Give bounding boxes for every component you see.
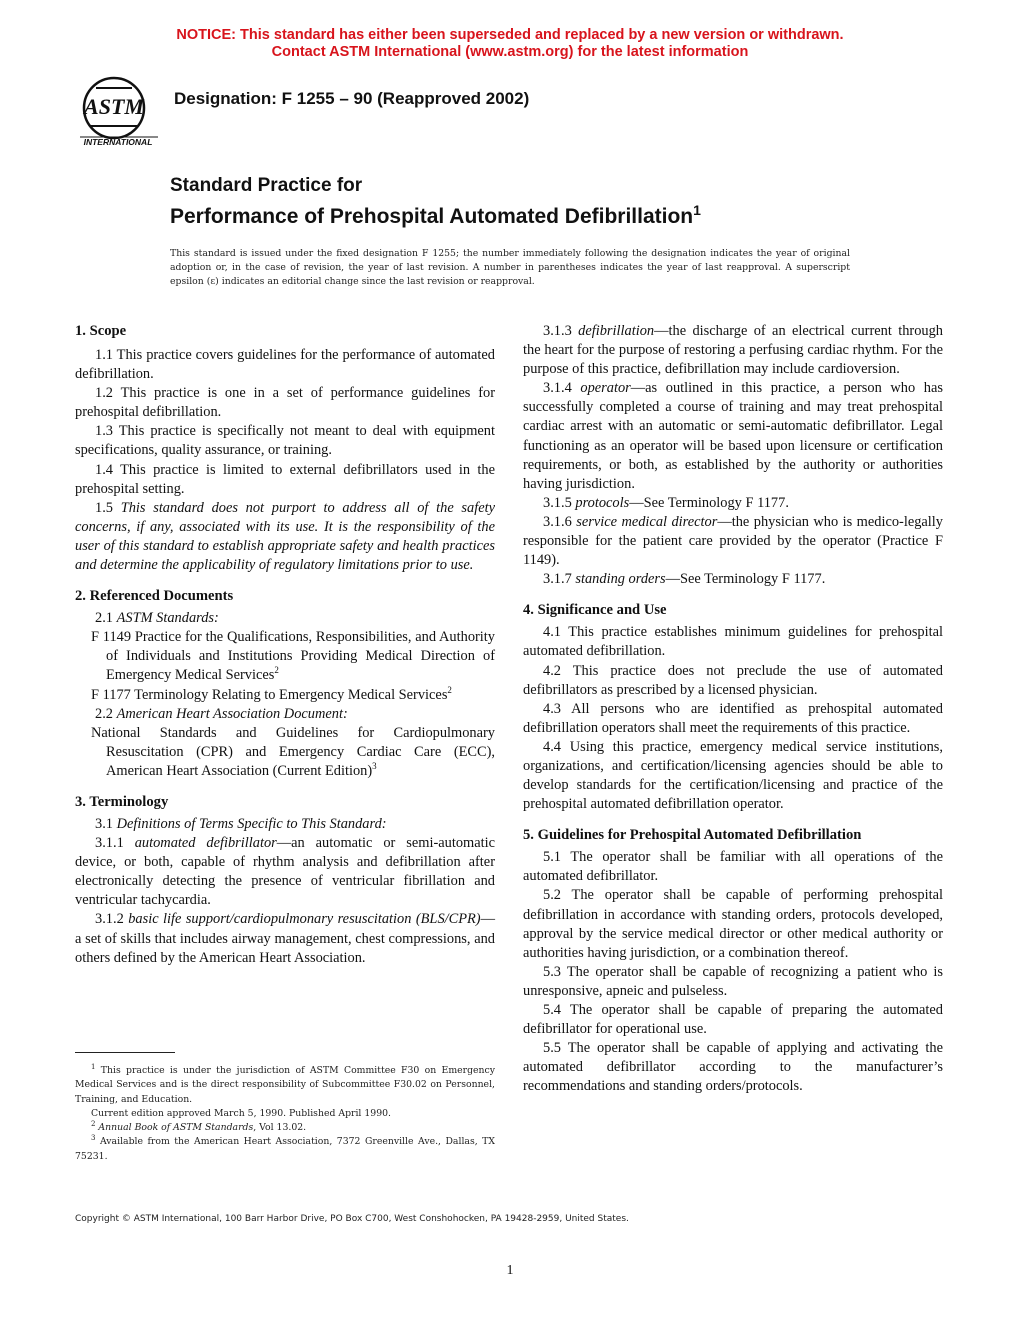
paragraph-5-4: 5.4 The operator shall be capable of preparing the automated defibrillator for operational use. xyxy=(523,1002,943,1038)
supersession-notice xyxy=(0,27,1020,61)
footnote-1 xyxy=(75,1064,495,1107)
def-3-1-1-text: —an automatic or semi-automatic device, or both, capable of rhythm analysis and defibrillation after electronically detecting the presence of ventricular fibrillation and ventricular tachycardia. xyxy=(75,835,495,909)
paragraph-1-4: 1.4 This practice is limited to external defibrillators used in the prehospital setting. xyxy=(75,461,495,497)
footnote-3-marker: 3 xyxy=(91,1134,96,1143)
paragraph-4-2: 4.2 This practice does not preclude the use of automated defibrillators as prescribed by a licensed physician. xyxy=(523,662,943,698)
title-line-1: Standard Practice for xyxy=(170,175,363,196)
copyright-line: Copyright © ASTM International, 100 Barr Harbor Drive, PO Box C700, West Conshohocken, PA 19428-2959, United States. xyxy=(75,1214,629,1224)
paragraph-5-2: 5.2 The operator shall be capable of performing prehospital defibrillation in accordance with standing orders, protocols developed, approval by the service medical director or other medical authority or authorities having jurisdiction, or a combination thereof. xyxy=(523,887,943,961)
astm-logo xyxy=(76,76,160,148)
title-footnote-ref: 1 xyxy=(693,202,701,218)
paragraph-4-3: 4.3 All persons who are identified as prehospital automated defibrillation operators shall meet the requirements of this practice. xyxy=(523,700,943,736)
paragraph-5-5: 5.5 The operator shall be capable of applying and activating the automated defibrillator according to the manufacturer’s recommendations and standing orders/protocols. xyxy=(523,1040,943,1095)
def-3-1-5-text: —See Terminology F 1177. xyxy=(629,494,789,511)
def-3-1-3-text: —the discharge of an electrical current through the heart for the purpose of restoring a perfusing cardiac rhythm. For the purpose of this practice, defibrillation may include cardioversion. xyxy=(523,323,943,378)
def-3-1-3-number: 3.1.3 xyxy=(543,323,579,339)
definitions-label xyxy=(75,815,495,834)
page-number: 1 xyxy=(506,1263,514,1278)
def-3-1-1-term: automated defibrillator xyxy=(134,835,277,852)
paragraph-4-1: 4.1 This practice establishes minimum guidelines for prehospital automated defibrillation. xyxy=(523,624,943,660)
def-3-1-4-text: —as outlined in this practice, a person who has successfully completed a course of training and may treat prehospital cardiac arrest with an automatic or semi-automatic defibrillator. Legal functioning as an operator will be based upon licensure or certification requirements, or both, as established by the authority or authorities having jurisdiction. xyxy=(523,380,943,492)
definition-3-1-7 xyxy=(523,570,943,589)
logo-text: ASTM xyxy=(84,94,144,119)
definition-3-1-2 xyxy=(75,910,495,967)
def-3-1-6-term: service medical director xyxy=(576,513,718,530)
astm-standards-label xyxy=(75,609,495,628)
def-3-1-5-term: protocols xyxy=(575,494,630,511)
reference-national-standards xyxy=(75,724,495,781)
paragraph-1-1: 1.1 This practice covers guidelines for the performance of automated defibrillation. xyxy=(75,347,495,383)
footnote-1b: Current edition approved March 5, 1990. Published April 1990. xyxy=(91,1107,391,1119)
paragraph-1-5-number: 1.5 xyxy=(95,499,121,516)
ref-2-1-label: ASTM Standards: xyxy=(116,610,219,627)
footnotes xyxy=(75,1064,495,1164)
footnote-2 xyxy=(75,1121,495,1135)
notice-line-1: NOTICE: This standard has either been superseded and replaced by a new version or withdrawn. xyxy=(176,27,844,43)
paragraph-4-4: 4.4 Using this practice, emergency medical service institutions, organizations, and certification/licensing agencies should be able to develop standards for the certification/licensing and practice of the prehospital automated defibrillation operator. xyxy=(523,738,943,813)
issuance-note: This standard is issued under the fixed designation F 1255; the number immediately following the designation indicates the year of original adoption or, in the case of revision, the year of last revision. A number in parentheses indicates the year of last reapproval. A superscript epsilon (ε) indicates an editorial change since the last revision or reapproval. xyxy=(170,248,850,287)
paragraph-1-5 xyxy=(75,499,495,575)
def-3-1-7-term: standing orders xyxy=(575,571,666,588)
reference-f1149-footnote: 2 xyxy=(274,665,279,676)
footnote-2-text: , Vol 13.02. xyxy=(253,1122,307,1134)
paragraph-5-1: 5.1 The operator shall be familiar with all operations of the automated defibrillator. xyxy=(523,849,943,885)
def-3-1-number: 3.1 xyxy=(95,815,117,832)
ref-2-1-number: 2.1 xyxy=(95,610,117,627)
aha-document-label xyxy=(75,705,495,724)
definition-3-1-3 xyxy=(523,322,943,379)
reference-f1149 xyxy=(75,628,495,685)
definition-3-1-5 xyxy=(523,494,943,513)
definition-3-1-4 xyxy=(523,379,943,494)
ref-2-2-label: American Heart Association Document: xyxy=(116,705,348,722)
logo-subtext: INTERNATIONAL xyxy=(83,137,153,147)
footnote-1-marker: 1 xyxy=(91,1062,96,1071)
definition-3-1-1 xyxy=(75,834,495,910)
def-3-1-7-number: 3.1.7 xyxy=(543,571,576,588)
def-3-1-2-number: 3.1.2 xyxy=(95,911,129,928)
def-3-1-1-number: 3.1.1 xyxy=(95,835,135,852)
footnote-divider xyxy=(75,1052,175,1053)
reference-f1149-text: F 1149 Practice for the Qualifications, Responsibilities, and Authority of Individuals and Institutions Providing Medical Direction of Emergency Medical Services xyxy=(91,629,495,684)
right-column xyxy=(523,322,943,1096)
reference-national-footnote: 3 xyxy=(372,761,377,772)
title-main: Performance of Prehospital Automated Defibrillation xyxy=(170,205,694,228)
def-3-1-6-text: —the physician who is medico-legally responsible for the patient care provided by the operator (Practice F 1149). xyxy=(523,513,943,569)
paragraph-1-3: 1.3 This practice is specifically not meant to deal with equipment specifications, quality assurance, or training. xyxy=(75,423,495,459)
def-3-1-6-number: 3.1.6 xyxy=(543,513,577,530)
designation: Designation: F 1255 – 90 (Reapproved 2002) xyxy=(174,89,530,108)
def-3-1-3-term: defibrillation xyxy=(578,323,655,339)
definition-3-1-6 xyxy=(523,513,943,570)
paragraph-1-5-text: This standard does not purport to address all of the safety concerns, if any, associated with its use. It is the responsibility of the user of this standard to establish appropriate safety and health practices and determine the applicability of regulatory limitations prior to use. xyxy=(75,499,495,574)
def-3-1-label: Definitions of Terms Specific to This Standard: xyxy=(116,815,387,832)
reference-f1177 xyxy=(75,686,495,705)
footnote-3-text: Available from the American Heart Association, 7372 Greenville Ave., Dallas, TX 75231. xyxy=(75,1136,495,1162)
paragraph-1-2: 1.2 This practice is one in a set of performance guidelines for prehospital defibrillation. xyxy=(75,385,495,421)
footnote-2-marker: 2 xyxy=(91,1120,96,1129)
reference-national-text: National Standards and Guidelines for Cardiopulmonary Resuscitation (CPR) and Emergency Cardiac Care (ECC), American Heart Association (Current Edition) xyxy=(91,724,495,779)
reference-f1177-footnote: 2 xyxy=(447,684,452,695)
section-heading-scope: 1. Scope xyxy=(75,323,127,339)
def-3-1-5-number: 3.1.5 xyxy=(543,494,576,511)
footnote-2-title: Annual Book of ASTM Standards xyxy=(95,1122,254,1134)
section-heading-terminology: 3. Terminology xyxy=(75,793,169,810)
def-3-1-4-term: operator xyxy=(580,380,631,397)
def-3-1-4-number: 3.1.4 xyxy=(543,380,581,397)
section-heading-guidelines: 5. Guidelines for Prehospital Automated Defibrillation xyxy=(523,827,862,844)
def-3-1-7-text: —See Terminology F 1177. xyxy=(665,571,826,588)
footnote-3 xyxy=(75,1135,495,1164)
title-line-2 xyxy=(170,197,701,230)
section-heading-references: 2. Referenced Documents xyxy=(75,588,234,605)
paragraph-5-3: 5.3 The operator shall be capable of recognizing a patient who is unresponsive, apneic and pulseless. xyxy=(523,963,943,999)
document-title xyxy=(170,175,701,230)
reference-f1177-text: F 1177 Terminology Relating to Emergency Medical Services xyxy=(91,686,448,703)
section-heading-significance: 4. Significance and Use xyxy=(523,602,667,619)
notice-line-2: Contact ASTM International (www.astm.org) for the latest information xyxy=(271,44,749,60)
left-column xyxy=(75,322,495,968)
def-3-1-2-term: basic life support/cardiopulmonary resuscitation (BLS/CPR) xyxy=(128,911,481,928)
ref-2-2-number: 2.2 xyxy=(95,705,117,722)
def-3-1-2-text: —a set of skills that includes airway management, chest compressions, and others defined by the American Heart Association. xyxy=(75,911,495,966)
footnote-1-text: This practice is under the jurisdiction of ASTM Committee F30 on Emergency Medical Services and is the direct responsibility of Subcommittee F30.02 on Personnel, Training, and Education. xyxy=(75,1065,495,1105)
